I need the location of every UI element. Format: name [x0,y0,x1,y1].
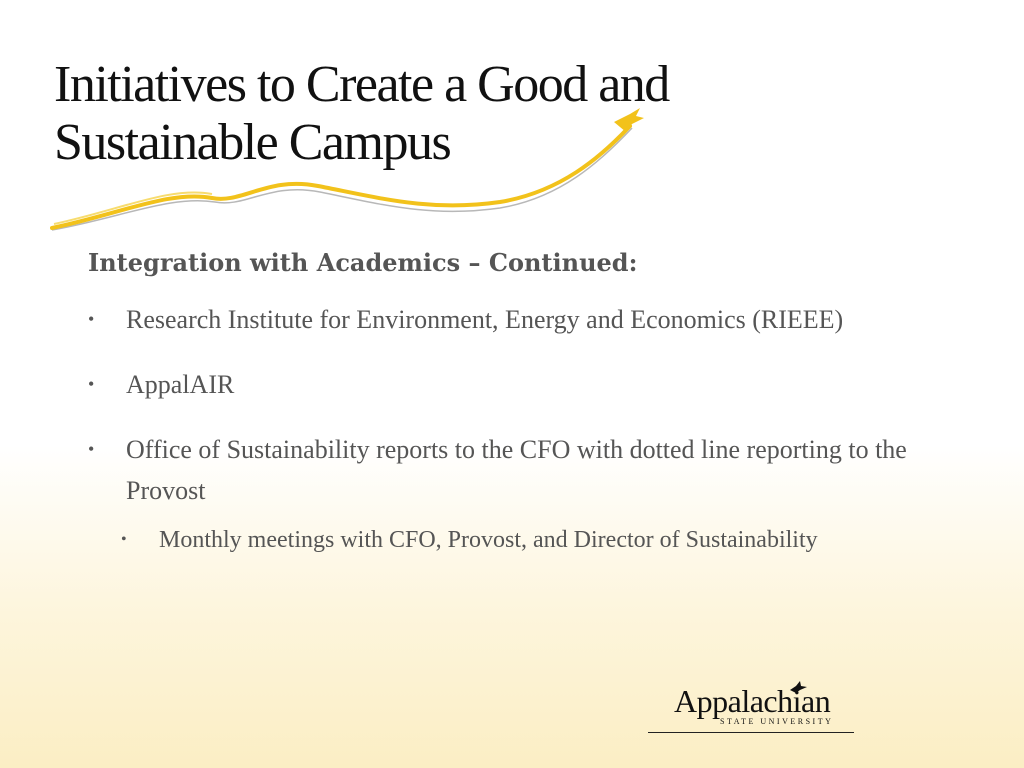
bullet-icon: • [88,439,95,459]
bullet-text: AppalAIR [126,370,235,399]
slide-title-line-2: Sustainable Campus [54,114,451,171]
bullet-text: Research Institute for Environment, Energy and Economics (RIEEE) [126,305,844,334]
bullet-item [88,364,928,405]
bullet-text: Office of Sustainability reports to the CFO with dotted line reporting to the Provost [126,435,907,505]
sub-bullet-icon: • [121,531,127,548]
logo-subtitle: STATE UNIVERSITY [720,717,834,726]
bullet-item [88,299,928,340]
logo-wordmark: Appalachian [674,683,831,719]
section-heading: Integration with Academics – Continued: [88,248,638,277]
sub-bullet-text: Monthly meetings with CFO, Provost, and Director of Sustainability [159,527,818,553]
bullet-item [88,429,928,511]
slide-body [88,248,928,559]
bullet-icon: • [88,309,95,329]
sub-bullet-item [88,521,928,559]
university-logo [648,684,854,736]
slide-title-line-1: Initiatives to Create a Good and [54,56,669,113]
logo-divider [648,732,854,733]
decorative-swoosh [0,100,660,240]
bullet-icon: • [88,374,95,394]
